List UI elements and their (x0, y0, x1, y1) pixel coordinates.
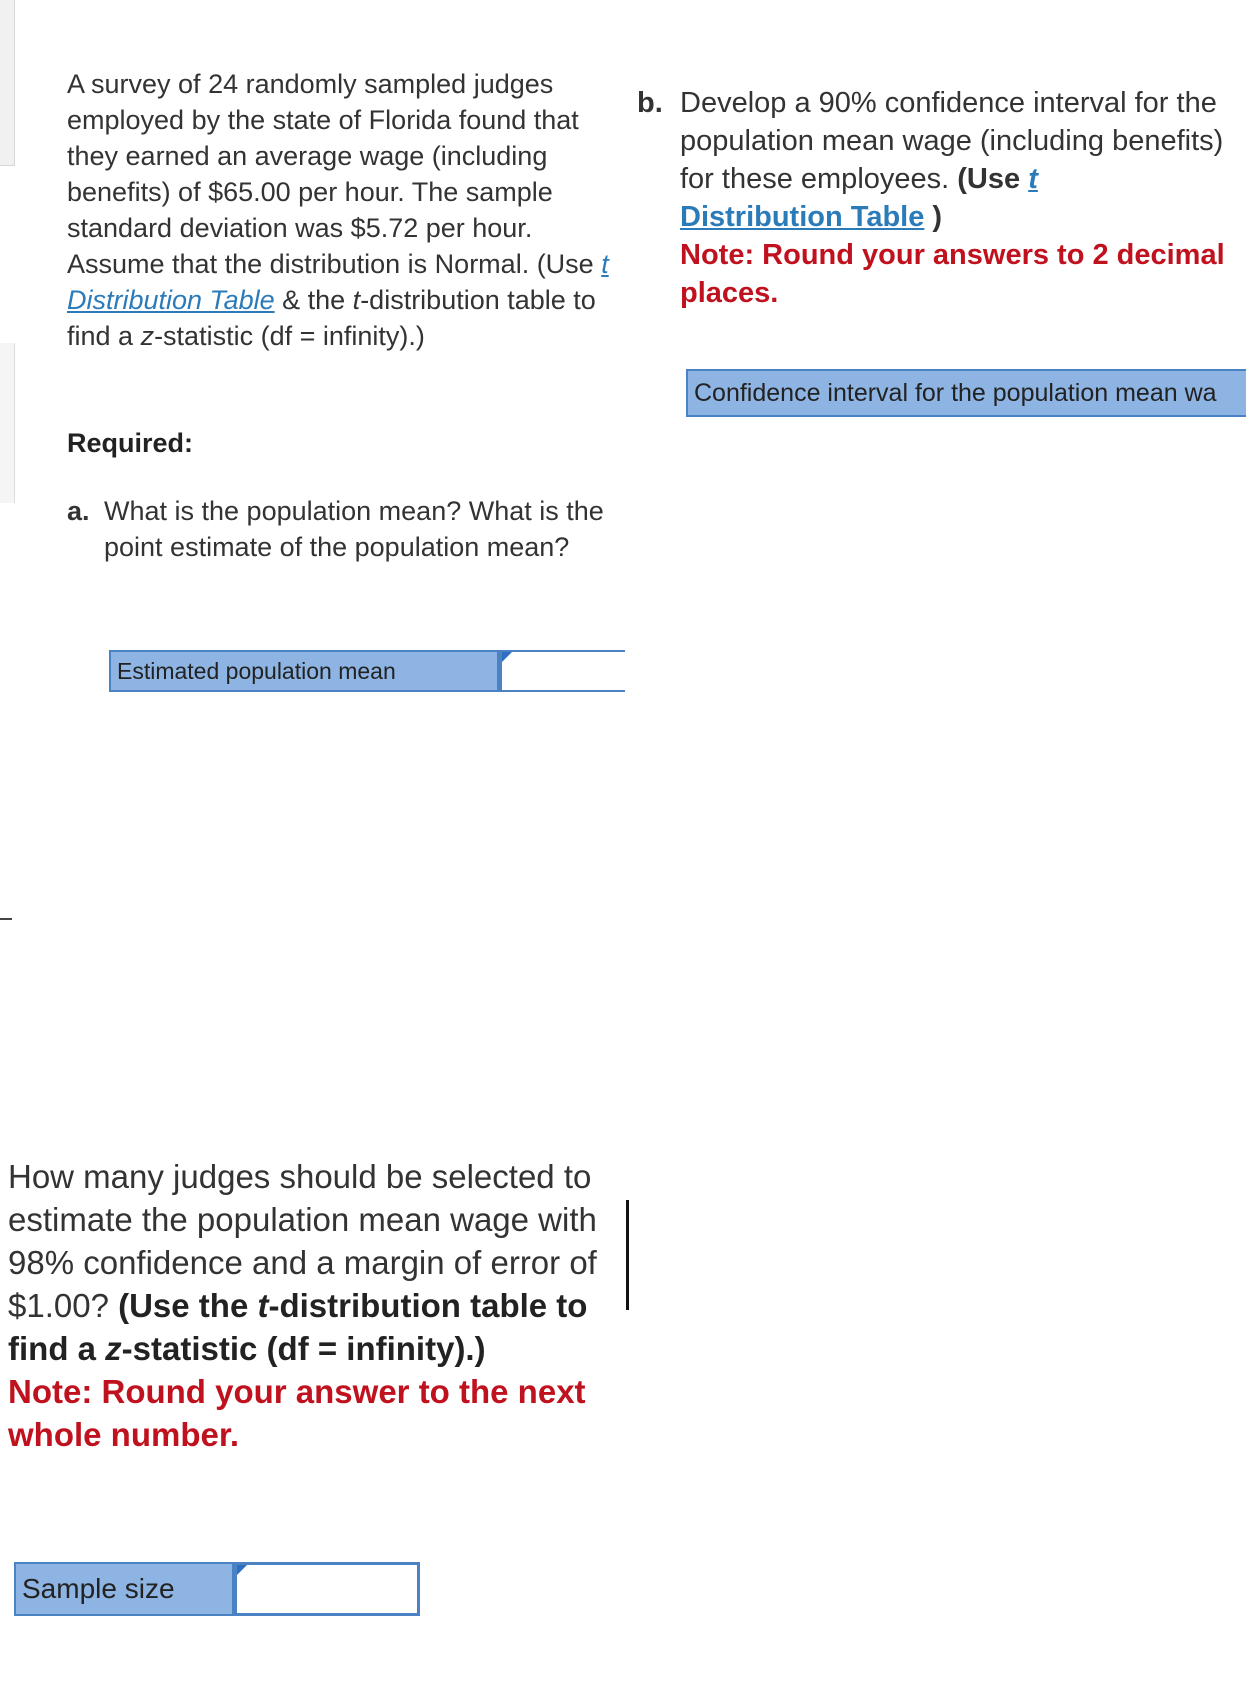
input-flag-icon (237, 1565, 247, 1575)
question-b (637, 84, 1237, 312)
question-a-text: What is the population mean? What is the point estimate of the population mean? (104, 496, 604, 562)
estimated-population-mean-input[interactable] (499, 650, 625, 692)
left-edge-fragment (0, 0, 15, 166)
answer-row-a (109, 650, 625, 692)
question-c-instruction: (Use the t-distribution table to find a z-statistic (df = infinity).) (8, 1287, 588, 1367)
answer-row-b (686, 369, 1246, 411)
question-b-note: Note: Round your answers to 2 decimal places. (680, 239, 1225, 309)
problem-statement: A survey of 24 randomly sampled judges employed by the state of Florida found that they earned an average wage (including benefits) of $65.00 per hour. The sample standard deviation was $5.72 per hour. Assume that the distribution is Normal. (Use t Distribution Table & the t-distribution table to find a z-statistic (df = infinity).) (67, 69, 609, 351)
t-distribution-link[interactable]: t Distribution Table (67, 249, 609, 315)
confidence-interval-label: Confidence interval for the population mean wa (686, 369, 1246, 417)
problem-text: A survey of 24 randomly sampled judges employed by the state of Florida found that they earned an average wage (including benefits) of $65.00 per hour. The sample standard deviation was $5.72 per hour. Assume that the distribution is Normal. (Use (67, 69, 602, 279)
question-c-text: How many judges should be selected to estimate the population mean wage with 98% confidence and a margin of error of $1.00? (8, 1158, 597, 1324)
sample-size-input[interactable] (234, 1562, 420, 1616)
question-c (8, 1155, 628, 1456)
input-flag-icon (502, 652, 512, 662)
question-b-text: Develop a 90% confidence interval for the population mean wage (including benefits) for these employees. (Use t Distribution Table ) Note: Round your answers to 2 decimal places. (680, 87, 1225, 309)
answer-row-c (14, 1562, 420, 1616)
t-distribution-link-b[interactable]: t (1028, 163, 1038, 195)
question-b-letter: b. (637, 87, 663, 119)
left-edge-fragment (0, 343, 15, 503)
left-edge-mark (0, 918, 12, 920)
sample-size-label: Sample size (14, 1562, 234, 1616)
estimated-population-mean-label: Estimated population mean (109, 650, 499, 692)
required-heading: Required: (67, 428, 194, 458)
question-a-letter: a. (67, 496, 90, 526)
question-a (67, 493, 627, 565)
question-c-note: Note: Round your answer to the next whole number. (8, 1373, 586, 1453)
scan-edge-mark (626, 1200, 629, 1310)
distribution-table-link[interactable]: Distribution Table (680, 201, 925, 233)
